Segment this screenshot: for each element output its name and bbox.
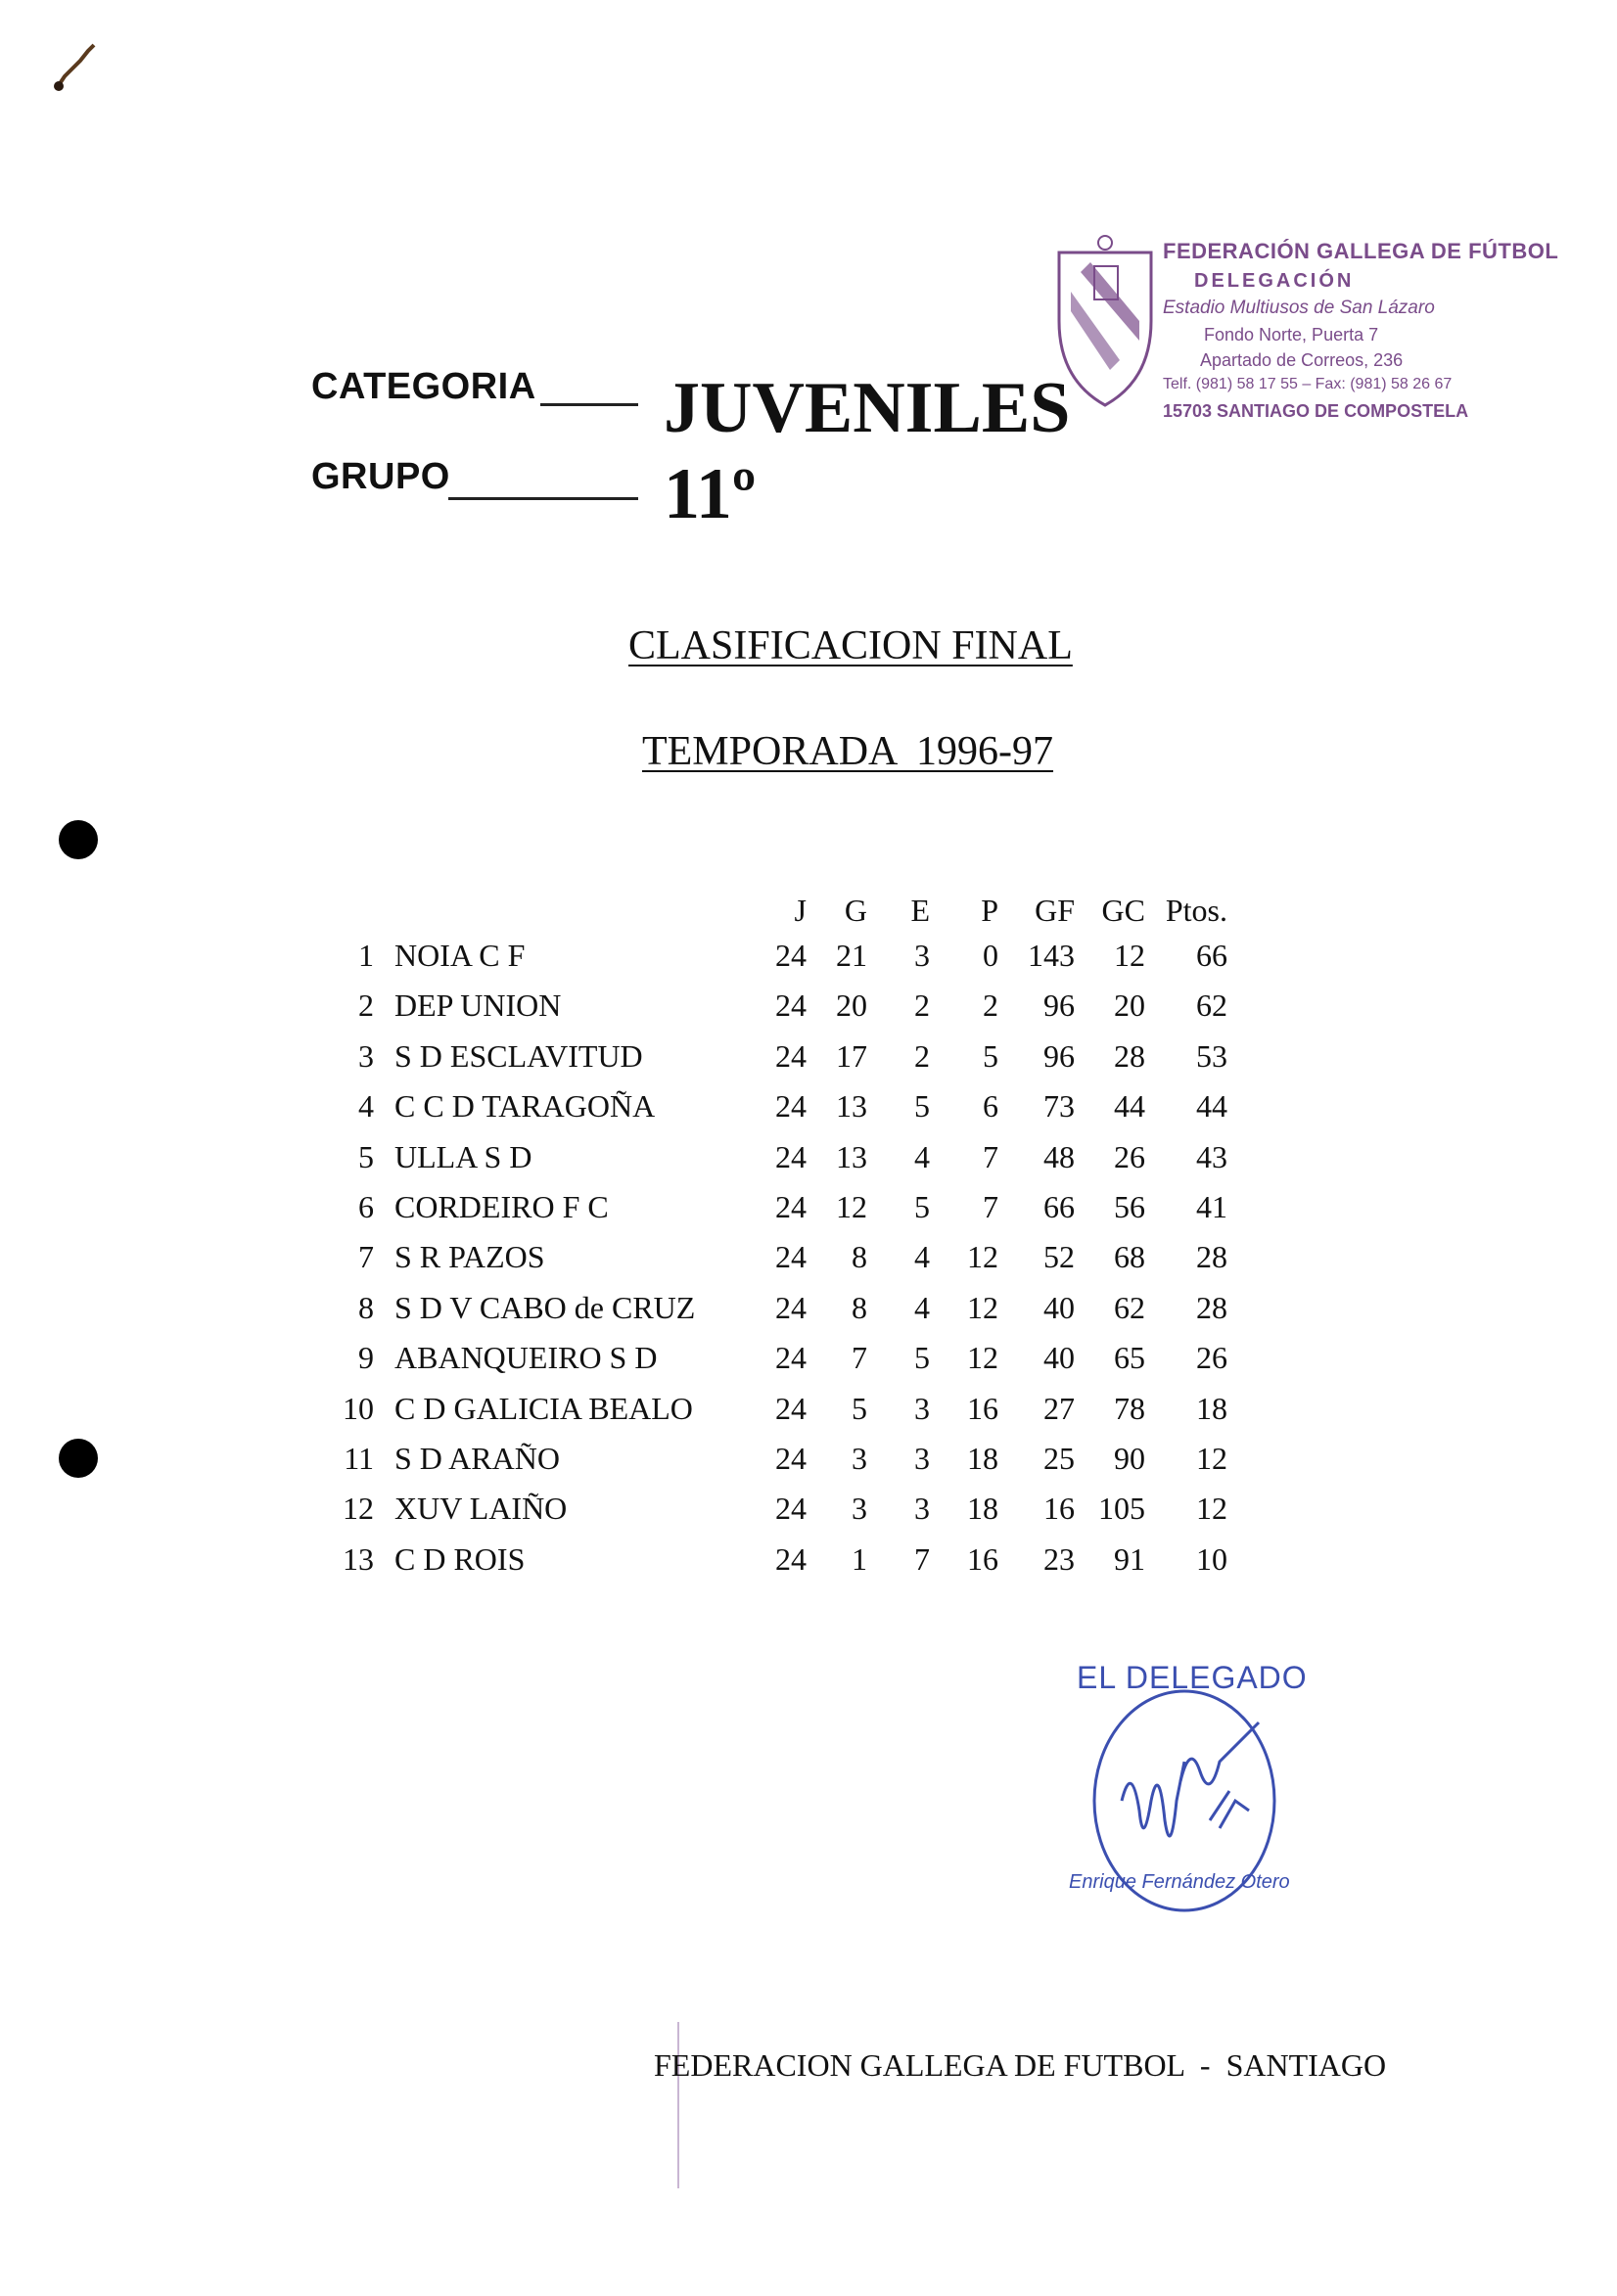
row-position: 10 <box>343 1390 374 1426</box>
column-header-p: P <box>981 893 998 928</box>
stamp-line-2: DELEGACIÓN <box>1194 270 1355 292</box>
column-header-j: J <box>794 893 807 928</box>
row-team-name: CORDEIRO F C <box>394 1189 609 1224</box>
row-cell-gc: 62 <box>1114 1289 1145 1325</box>
row-position: 3 <box>358 1037 374 1074</box>
row-cell-pts: 41 <box>1196 1189 1227 1224</box>
row-cell-j: 24 <box>775 1037 807 1074</box>
row-cell-pts: 28 <box>1196 1239 1227 1275</box>
row-cell-e: 7 <box>914 1540 930 1577</box>
row-position: 5 <box>358 1138 374 1174</box>
signature-title: EL DELEGADO <box>1077 1660 1308 1695</box>
row-cell-e: 2 <box>914 1037 930 1074</box>
season-label: TEMPORADA 1996-97 <box>642 729 1054 774</box>
row-cell-p: 12 <box>967 1289 998 1325</box>
row-cell-j: 24 <box>775 1088 807 1125</box>
row-cell-gc: 20 <box>1114 987 1145 1024</box>
signature-name: Enrique Fernández Otero <box>1069 1871 1290 1893</box>
row-cell-g: 8 <box>852 1239 867 1275</box>
row-cell-e: 3 <box>914 1441 930 1476</box>
row-cell-gc: 91 <box>1114 1540 1145 1577</box>
row-cell-gf: 66 <box>1043 1189 1075 1224</box>
row-cell-gf: 52 <box>1043 1239 1075 1275</box>
row-cell-e: 3 <box>914 1491 930 1527</box>
row-cell-e: 5 <box>914 1088 930 1125</box>
row-cell-gc: 56 <box>1114 1189 1145 1224</box>
stamp-line-5: Apartado de Correos, 236 <box>1200 350 1404 370</box>
row-team-name: C D ROIS <box>394 1540 526 1577</box>
footer-text: FEDERACION GALLEGA DE FUTBOL - SANTIAGO <box>654 2047 1387 2083</box>
stamp-line-1: FEDERACIÓN GALLEGA DE FÚTBOL <box>1163 239 1559 263</box>
row-cell-j: 24 <box>775 1189 807 1224</box>
row-cell-g: 3 <box>852 1491 867 1527</box>
grupo-label: GRUPO <box>311 456 450 497</box>
stamp-line-6: Telf. (981) 58 17 55 – Fax: (981) 58 26 67 <box>1163 376 1453 392</box>
row-cell-e: 5 <box>914 1340 930 1376</box>
row-cell-j: 24 <box>775 1239 807 1275</box>
row-cell-j: 24 <box>775 1138 807 1174</box>
row-position: 13 <box>343 1540 374 1577</box>
row-cell-gc: 65 <box>1114 1340 1145 1376</box>
page-title: CLASIFICACION FINAL <box>628 623 1073 668</box>
row-cell-gf: 27 <box>1043 1390 1075 1426</box>
row-position: 12 <box>343 1491 374 1527</box>
row-team-name: S D ESCLAVITUD <box>394 1037 643 1074</box>
row-cell-gc: 105 <box>1098 1491 1145 1527</box>
row-cell-e: 4 <box>914 1138 930 1174</box>
row-cell-p: 16 <box>967 1540 998 1577</box>
row-cell-g: 5 <box>852 1390 867 1426</box>
row-cell-g: 12 <box>836 1189 867 1224</box>
row-cell-g: 13 <box>836 1138 867 1174</box>
row-position: 8 <box>358 1289 374 1325</box>
row-cell-j: 24 <box>775 938 807 973</box>
row-cell-e: 5 <box>914 1189 930 1224</box>
row-position: 6 <box>358 1189 374 1224</box>
row-team-name: C C D TARAGOÑA <box>394 1088 656 1125</box>
row-cell-p: 7 <box>983 1138 998 1174</box>
stamp-line-4: Fondo Norte, Puerta 7 <box>1204 325 1379 344</box>
row-cell-gc: 44 <box>1114 1088 1145 1125</box>
row-team-name: NOIA C F <box>394 938 526 973</box>
column-header-g: G <box>844 893 867 928</box>
row-cell-g: 21 <box>836 938 867 973</box>
row-cell-j: 24 <box>775 1289 807 1325</box>
row-cell-pts: 10 <box>1196 1540 1227 1577</box>
row-cell-p: 12 <box>967 1239 998 1275</box>
row-position: 1 <box>358 938 374 973</box>
row-cell-j: 24 <box>775 1441 807 1476</box>
row-cell-gf: 143 <box>1028 938 1075 973</box>
row-cell-gf: 40 <box>1043 1340 1075 1376</box>
row-cell-gf: 96 <box>1043 987 1075 1024</box>
row-cell-j: 24 <box>775 987 807 1024</box>
row-position: 11 <box>344 1441 374 1476</box>
row-cell-pts: 12 <box>1196 1441 1227 1476</box>
row-team-name: DEP UNION <box>394 987 562 1024</box>
row-cell-g: 8 <box>852 1289 867 1325</box>
row-cell-gc: 68 <box>1114 1239 1145 1275</box>
row-cell-pts: 66 <box>1196 938 1227 973</box>
row-cell-j: 24 <box>775 1340 807 1376</box>
row-cell-gf: 73 <box>1043 1088 1075 1125</box>
row-cell-p: 18 <box>967 1491 998 1527</box>
row-cell-gc: 26 <box>1114 1138 1145 1174</box>
row-cell-pts: 44 <box>1196 1088 1227 1125</box>
stamp-line-3: Estadio Multiusos de San Lázaro <box>1163 298 1435 318</box>
row-cell-pts: 62 <box>1196 987 1227 1024</box>
row-cell-gc: 12 <box>1114 938 1145 973</box>
row-cell-g: 20 <box>836 987 867 1024</box>
row-cell-pts: 26 <box>1196 1340 1227 1376</box>
row-cell-pts: 18 <box>1196 1390 1227 1426</box>
row-cell-pts: 43 <box>1196 1138 1227 1174</box>
row-cell-j: 24 <box>775 1540 807 1577</box>
row-cell-p: 2 <box>983 987 998 1024</box>
row-cell-gf: 96 <box>1043 1037 1075 1074</box>
row-cell-pts: 12 <box>1196 1491 1227 1527</box>
row-position: 4 <box>358 1088 374 1125</box>
grupo-value: 11º <box>664 454 757 534</box>
row-cell-p: 18 <box>967 1441 998 1476</box>
row-team-name: ULLA S D <box>394 1138 532 1174</box>
row-cell-g: 17 <box>836 1037 867 1074</box>
column-header-gf: GF <box>1035 893 1075 928</box>
row-position: 9 <box>358 1340 374 1376</box>
row-cell-e: 4 <box>914 1239 930 1275</box>
column-header-e: E <box>910 893 930 928</box>
categoria-label: CATEGORIA <box>311 366 536 407</box>
row-cell-g: 13 <box>836 1088 867 1125</box>
row-team-name: S D ARAÑO <box>394 1441 560 1476</box>
row-cell-e: 3 <box>914 1390 930 1426</box>
row-cell-pts: 53 <box>1196 1037 1227 1074</box>
row-cell-p: 5 <box>983 1037 998 1074</box>
row-cell-gf: 25 <box>1043 1441 1075 1476</box>
row-cell-pts: 28 <box>1196 1289 1227 1325</box>
row-cell-gc: 78 <box>1114 1390 1145 1426</box>
row-team-name: ABANQUEIRO S D <box>394 1340 658 1376</box>
row-cell-p: 0 <box>983 938 998 973</box>
row-cell-p: 6 <box>983 1088 998 1125</box>
row-cell-e: 2 <box>914 987 930 1024</box>
row-cell-gf: 48 <box>1043 1138 1075 1174</box>
row-cell-gf: 16 <box>1043 1491 1075 1527</box>
row-cell-p: 7 <box>983 1189 998 1224</box>
row-cell-gf: 23 <box>1043 1540 1075 1577</box>
row-cell-j: 24 <box>775 1390 807 1426</box>
row-cell-e: 3 <box>914 938 930 973</box>
row-team-name: C D GALICIA BEALO <box>394 1390 693 1426</box>
row-cell-g: 7 <box>852 1340 867 1376</box>
row-cell-gc: 28 <box>1114 1037 1145 1074</box>
column-header-pts: Ptos. <box>1165 893 1227 928</box>
row-team-name: XUV LAIÑO <box>394 1491 568 1527</box>
stamp-line-7: 15703 SANTIAGO DE COMPOSTELA <box>1163 401 1469 421</box>
row-cell-gc: 90 <box>1114 1441 1145 1476</box>
row-team-name: S D V CABO de CRUZ <box>394 1289 696 1325</box>
row-position: 7 <box>358 1239 374 1275</box>
categoria-value: JUVENILES <box>664 368 1071 448</box>
row-cell-j: 24 <box>775 1491 807 1527</box>
row-cell-gf: 40 <box>1043 1289 1075 1325</box>
row-cell-g: 1 <box>852 1540 867 1577</box>
signature-block <box>1063 1654 1317 1928</box>
row-cell-g: 3 <box>852 1441 867 1476</box>
row-cell-e: 4 <box>914 1289 930 1325</box>
row-team-name: S R PAZOS <box>394 1239 545 1275</box>
row-cell-p: 16 <box>967 1390 998 1426</box>
row-cell-p: 12 <box>967 1340 998 1376</box>
row-position: 2 <box>358 987 374 1024</box>
column-header-gc: GC <box>1101 893 1145 928</box>
